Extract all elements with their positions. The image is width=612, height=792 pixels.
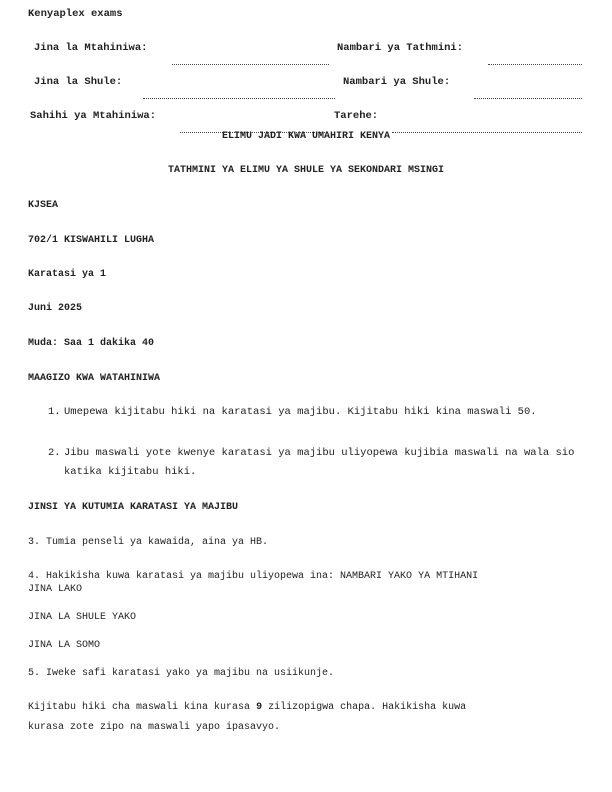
date-label: Tarehe: (334, 110, 379, 122)
instruction-item-2 (48, 444, 596, 482)
candidate-name-label: Jina la Mtahiniwa: (34, 42, 148, 54)
school-name-field[interactable] (143, 86, 335, 104)
page-count: 9 (256, 702, 263, 713)
exam-code: KJSEA (28, 200, 59, 211)
instruction-text: Jibu maswali yote kwenye karatasi ya majibu uliyopewa kujibia maswali na wala sio katika kijitabu hiki. (64, 447, 575, 478)
exam-date: Juni 2025 (28, 303, 83, 314)
answer-sheet-item-5: 5. Iweke safi karatasi yako ya majibu na usiikunje. (28, 668, 335, 679)
title-line-1: ELIMU JADI KWA UMAHIRI KENYA (221, 131, 391, 142)
instructions-heading: MAAGIZO KWA WATAHINIWA (28, 373, 161, 384)
title-line-2: TATHMINI YA ELIMU YA SHULE YA SEKONDARI MSINGI (167, 165, 445, 176)
assessment-number-field[interactable] (488, 52, 582, 70)
instruction-text: Umepewa kijitabu hiki na karatasi ya majibu. Kijitabu hiki kina maswali 50. (64, 406, 537, 418)
school-number-label: Nambari ya Shule: (343, 76, 451, 88)
page-count-note (28, 702, 466, 713)
answer-sheet-subject: JINA LA SOMO (28, 640, 101, 651)
instruction-number: 2. (48, 447, 61, 459)
answer-sheet-item-4-name: JINA LAKO (28, 584, 83, 595)
answer-sheet-item-3: 3. Tumia penseli ya kawaida, aina ya HB. (28, 537, 269, 548)
exam-subject: 702/1 KISWAHILI LUGHA (28, 235, 155, 246)
page-count-note-line-2: kurasa zote zipo na maswali yapo ipasavyo. (28, 722, 281, 733)
answer-sheet-school: JINA LA SHULE YAKO (28, 612, 137, 623)
page-count-pre: Kijitabu hiki cha maswali kina kurasa (28, 702, 251, 713)
instruction-item-1 (48, 403, 596, 422)
exam-duration: Muda: Saa 1 dakika 40 (28, 338, 155, 349)
assessment-number-label: Nambari ya Tathmini: (337, 42, 464, 54)
school-number-field[interactable] (474, 86, 582, 104)
answer-sheet-item-4: 4. Hakikisha kuwa karatasi ya majibu uliyopewa ina: NAMBARI YAKO YA MTIHANI (28, 571, 479, 582)
candidate-signature-label: Sahihi ya Mtahiniwa: (30, 110, 157, 122)
school-name-label: Jina la Shule: (34, 76, 123, 88)
brand-label: Kenyaplex exams (28, 8, 123, 20)
answer-sheet-heading: JINSI YA KUTUMIA KARATASI YA MAJIBU (28, 502, 239, 513)
page-count-post: zilizopigwa chapa. Hakikisha kuwa (268, 702, 467, 713)
candidate-name-field[interactable] (172, 52, 329, 70)
exam-paper: Karatasi ya 1 (28, 269, 107, 280)
instruction-number: 1. (48, 406, 61, 418)
